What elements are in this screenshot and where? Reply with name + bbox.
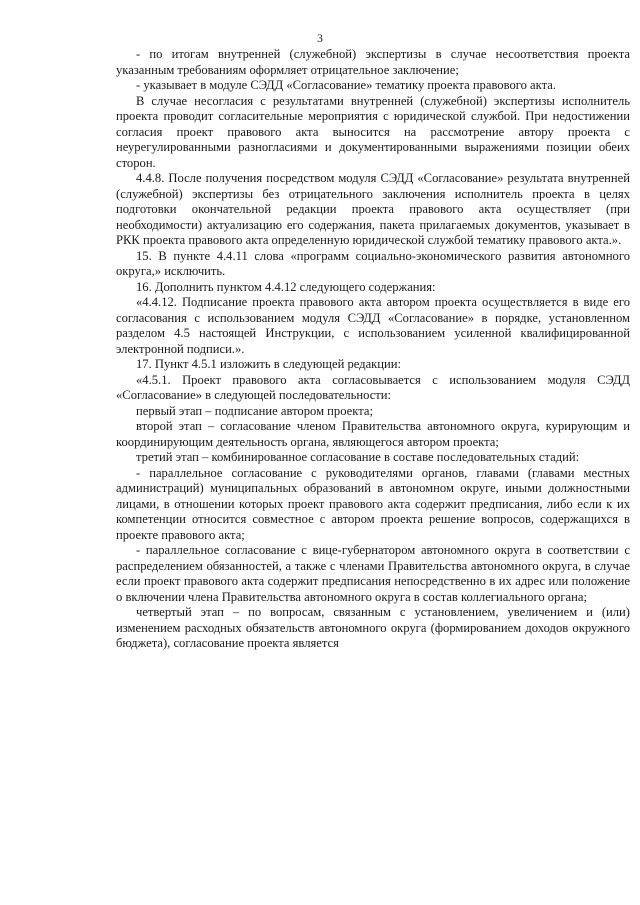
paragraph-12: третий этап – комбинированное согласование в составе последовательных стадий: [136,450,580,464]
paragraph-9: «4.5.1. Проект правового акта согласовывается с использованием модуля СЭДД «Согласование» в следующей последовательности: [116,372,630,402]
paragraph-7: «4.4.12. Подписание проекта правового акта автором проекта осуществляется в виде его согласования с использованием модуля СЭДД «Согласование» в порядке, установленном разделом 4.5 настоящей Инструкции, с использованием усиленной квалифицированной электронной подписи.». [116,295,630,356]
paragraph-6: 16. Дополнить пунктом 4.4.12 следующего содержания: [136,279,436,294]
paragraph-14: - параллельное согласование с вице-губернатором автономного округа в соответствии с распределением обязанностей, а также с членами Правительства автономного округа, в случае если проект правового акта содержит предписания непосредственно в их адрес или положение о включении члена Правительства автономного округа в состав коллегиального органа; [116,543,630,604]
paragraph-1: - по итогам внутренней (служебной) экспертизы в случае несоответствия проекта указанным требованиям оформляет отрицательное заключение; [116,47,630,77]
paragraph-5: 15. В пункте 4.4.11 слова «программ социально-экономического развития автономного округа,» исключить. [116,248,630,278]
paragraph-10: первый этап – подписание автором проекта; [136,403,373,418]
paragraph-4: 4.4.8. После получения посредством модуля СЭДД «Согласование» результата внутренней (служебной) экспертизы без отрицательного заключения исполнитель проекта в целях подготовки окончательной редакции проекта правового акта осуществляет (при необходимости) актуализацию его содержания, пакета прилагаемых документов, указывает в РКК проекта правового акта определенную юридической службой тематику правового акта.». [116,171,630,247]
document-body [116,47,630,652]
paragraph-3: В случае несогласия с результатами внутренней (служебной) экспертизы исполнитель проекта проводит согласительные мероприятия с юридической службой. При недостижении согласия проект правового акта выносится на рассмотрение автору проекта с неурегулированными разногласиями и документированными выражениями позиции обеих сторон. [116,93,630,170]
paragraph-13: - параллельное согласование с руководителями органов, главами (главами местных администраций) муниципальных образований в автономном округе, иными должностными лицами, в отношении которых проект правового акта содержит предписания, либо если к их компетенции относится совместное с автором проекта решение вопросов, содержащихся в проекте правового акта; [116,465,630,542]
page-number: 3 [317,33,323,45]
paragraph-11: второй этап – согласование членом Правительства автономного округа, курирующим и координирующим деятельность органа, являющегося автором проекта; [116,419,630,449]
paragraph-8: 17. Пункт 4.5.1 изложить в следующей редакции: [136,357,402,371]
paragraph-15: четвертый этап – по вопросам, связанным с установлением, увеличением и (или) изменением расходных обязательств автономного округа (формированием доходов окружного бюджета), согласование проекта является [116,605,630,650]
paragraph-2: - указывает в модуле СЭДД «Согласование» тематику проекта правового акта. [136,78,556,92]
